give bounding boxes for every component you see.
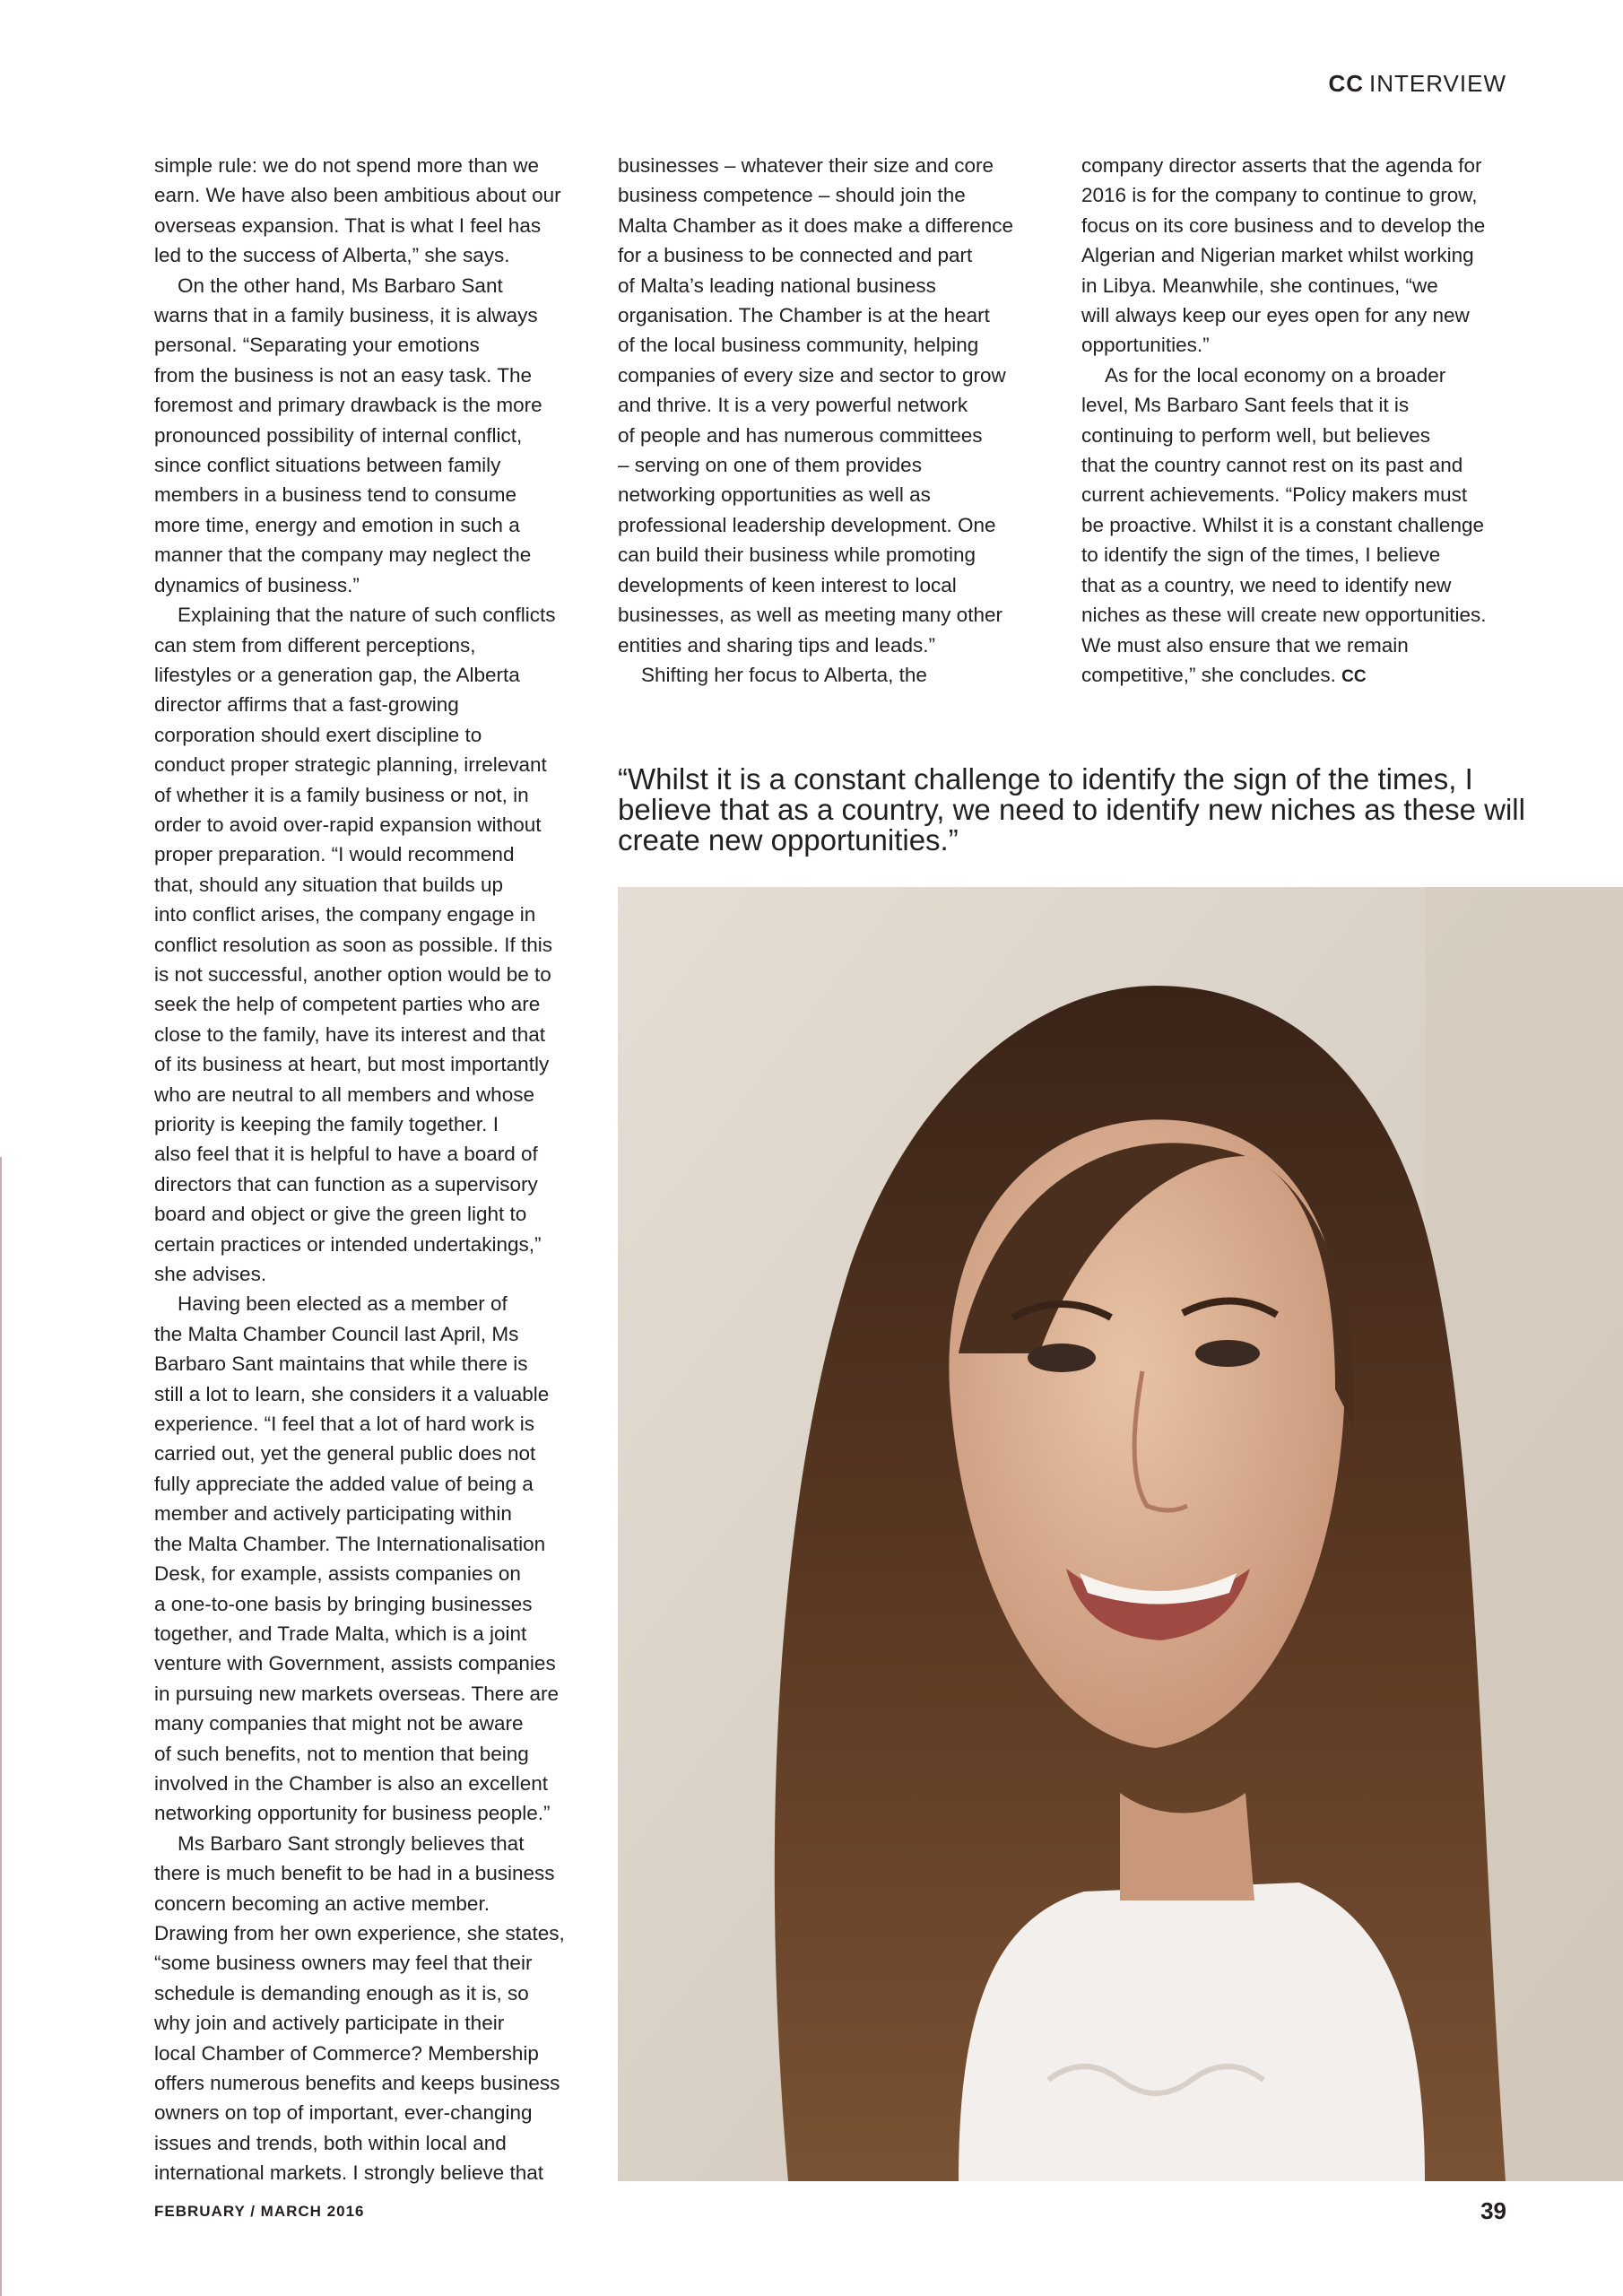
article-line: local Chamber of Commerce? Membership: [154, 2041, 539, 2065]
article-line: from the business is not an easy task. The: [154, 363, 533, 387]
article-line: that the country cannot rest on its past and: [1081, 454, 1463, 477]
article-line: simple rule: we do not spend more than we: [154, 154, 539, 177]
article-line: overseas expansion. That is what I feel has: [154, 213, 542, 237]
article-line: the Malta Chamber. The Internationalisation: [154, 1532, 546, 1555]
article-line: be proactive. Whilst it is a constant challenge: [1081, 513, 1484, 536]
article-line: director affirms that a fast-growing: [154, 693, 459, 717]
article-line: led to the success of Alberta,” she says.: [154, 244, 510, 267]
article-line: more time, energy and emotion in such a: [154, 513, 520, 536]
article-line: the Malta Chamber Council last April, Ms: [154, 1322, 519, 1345]
article-line: Barbaro Sant maintains that while there is: [154, 1352, 528, 1376]
article-line: schedule is demanding enough as it is, so: [154, 1981, 529, 2005]
article-line: developments of keen interest to local: [618, 573, 957, 596]
article-line: professional leadership development. One: [618, 513, 996, 536]
article-line: international markets. I strongly believe that: [154, 2161, 543, 2185]
article-line: businesses – whatever their size and core: [618, 154, 994, 177]
article-line: since conflict situations between family: [154, 454, 501, 477]
article-line: in Libya. Meanwhile, she continues, “we: [1081, 274, 1438, 297]
article-line: involved in the Chamber is also an excellent: [154, 1771, 548, 1795]
article-line: Explaining that the nature of such conflicts: [178, 604, 556, 627]
article-line: Malta Chamber as it does make a difference: [618, 213, 1014, 237]
article-line: priority is keeping the family together. I: [154, 1113, 499, 1135]
article-line: Desk, for example, assists companies on: [154, 1562, 521, 1586]
page-edge-line: [0, 1157, 2, 2296]
article-line: of whether it is a family business or not, in: [154, 783, 529, 806]
article-column-1: [154, 151, 603, 2205]
portrait-photo: [618, 887, 1623, 2181]
article-line: focus on its core business and to develop the: [1081, 213, 1486, 237]
article-line: experience. “I feel that a lot of hard work is: [154, 1413, 534, 1436]
article-line: On the other hand, Ms Barbaro Sant: [178, 274, 503, 297]
article-line: corporation should exert discipline to: [154, 723, 482, 746]
article-line: that as a country, we need to identify new: [1081, 573, 1452, 596]
article-line: concern becoming an active member.: [154, 1892, 490, 1915]
article-line: warns that in a family business, it is always: [154, 304, 538, 327]
article-line: can stem from different perceptions,: [154, 633, 476, 657]
article-line: Shifting her focus to Alberta, the: [641, 663, 927, 686]
article-line: members in a business tend to consume: [154, 483, 516, 507]
article-line: together, and Trade Malta, which is a joint: [154, 1622, 527, 1645]
article-line: of Malta’s leading national business: [618, 274, 936, 297]
article-line: Having been elected as a member of: [178, 1292, 508, 1316]
article-line: proper preparation. “I would recommend: [154, 843, 515, 866]
article-line: 2016 is for the company to continue to grow,: [1081, 184, 1478, 207]
article-line: who are neutral to all members and whose: [154, 1083, 534, 1106]
article-line: lifestyles or a generation gap, the Alberta: [154, 663, 520, 686]
article-line: of its business at heart, but most importantly: [154, 1053, 550, 1076]
article-line: networking opportunities as well as: [618, 483, 931, 507]
article-line: close to the family, have its interest and that: [154, 1022, 546, 1046]
article-line: many companies that might not be aware: [154, 1712, 524, 1735]
article-line: carried out, yet the general public does not: [154, 1442, 536, 1465]
article-line: still a lot to learn, she considers it a valuable: [154, 1382, 550, 1405]
article-line: can build their business while promoting: [618, 544, 976, 567]
article-line: there is much benefit to be had in a business: [154, 1862, 555, 1885]
article-line: dynamics of business.”: [154, 573, 360, 596]
article-line: Algerian and Nigerian market whilst working: [1081, 244, 1474, 267]
article-line: manner that the company may neglect the: [154, 544, 532, 567]
article-line: venture with Government, assists companies: [154, 1652, 556, 1675]
article-line: conflict resolution as soon as possible. If this: [154, 933, 552, 956]
article-line: board and object or give the green light to: [154, 1203, 527, 1226]
page-number: 39: [1480, 2197, 1506, 2224]
article-line: into conflict arises, the company engage in: [154, 903, 536, 926]
article-line: businesses, as well as meeting many other: [618, 604, 1002, 627]
article-line: and thrive. It is a very powerful network: [618, 394, 968, 417]
article-line: companies of every size and sector to grow: [618, 363, 1006, 387]
article-line-final: [1081, 660, 1512, 691]
article-line: a one-to-one basis by bringing businesses: [154, 1592, 533, 1615]
article-line: opportunities.”: [1081, 334, 1210, 357]
article-line: of the local business community, helping: [618, 334, 979, 357]
article-line: member and actively participating within: [154, 1502, 512, 1526]
article-line: owners on top of important, ever-changing: [154, 2101, 533, 2125]
article-line: she advises.: [154, 1263, 267, 1286]
article-line: for a business to be connected and part: [618, 244, 973, 267]
article-line: – serving on one of them provides: [618, 454, 922, 477]
article-line: pronounced possibility of internal conflict,: [154, 423, 523, 447]
portrait-illustration: [618, 887, 1623, 2181]
article-line: order to avoid over-rapid expansion without: [154, 813, 542, 836]
article-line: networking opportunity for business people.”: [154, 1802, 551, 1825]
article-line: Drawing from her own experience, she states,: [154, 1921, 565, 1944]
section-brand: CC: [1328, 70, 1365, 97]
closing-text: competitive,” she concludes.: [1081, 663, 1336, 686]
article-column-3: [1081, 151, 1512, 707]
article-line: current achievements. “Policy makers must: [1081, 483, 1468, 507]
article-line: seek the help of competent parties who are: [154, 993, 541, 1016]
article-line: We must also ensure that we remain: [1081, 633, 1409, 657]
sign-off-mark: CC: [1341, 666, 1367, 686]
section-label: [1328, 70, 1506, 98]
article-line: of people and has numerous committees: [618, 423, 983, 447]
article-line: issues and trends, both within local and: [154, 2131, 507, 2154]
article-line: business competence – should join the: [618, 184, 966, 207]
article-line: “some business owners may feel that their: [154, 1952, 533, 1975]
article-line: foremost and primary drawback is the more: [154, 394, 542, 417]
article-line: in pursuing new markets overseas. There are: [154, 1682, 560, 1705]
article-line: level, Ms Barbaro Sant feels that it is: [1081, 394, 1410, 417]
article-line: directors that can function as a supervisory: [154, 1172, 538, 1196]
issue-date: FEBRUARY / MARCH 2016: [154, 2203, 365, 2220]
article-line: entities and sharing tips and leads.”: [618, 633, 935, 657]
article-line: continuing to perform well, but believes: [1081, 423, 1430, 447]
pull-quote: [618, 762, 1525, 857]
article-line: fully appreciate the added value of being a: [154, 1472, 534, 1495]
article-line: is not successful, another option would be to: [154, 962, 551, 986]
article-line: will always keep our eyes open for any new: [1081, 304, 1470, 327]
article-line: certain practices or intended undertakings,”: [154, 1232, 542, 1256]
article-line: As for the local economy on a broader: [1105, 363, 1446, 387]
pull-quote-line: believe that as a country, we need to identify new niches as these will: [618, 793, 1525, 826]
article-line: conduct proper strategic planning, irrelevant: [154, 753, 547, 777]
article-line: earn. We have also been ambitious about our: [154, 184, 561, 207]
article-line: company director asserts that the agenda for: [1081, 154, 1482, 177]
article-line: personal. “Separating your emotions: [154, 334, 480, 357]
pull-quote-line: create new opportunities.”: [618, 823, 959, 857]
article-column-2: [618, 151, 1048, 707]
article-line: organisation. The Chamber is at the heart: [618, 304, 990, 327]
article-line: Ms Barbaro Sant strongly believes that: [178, 1831, 525, 1855]
column-3-lines: [1081, 151, 1512, 660]
section-name: INTERVIEW: [1369, 70, 1506, 97]
article-line: that, should any situation that builds up: [154, 873, 504, 896]
pull-quote-line: “Whilst it is a constant challenge to identify the sign of the times, I: [618, 762, 1473, 796]
article-line: also feel that it is helpful to have a board of: [154, 1143, 538, 1166]
article-line: why join and actively participate in their: [154, 2012, 505, 2035]
article-line: offers numerous benefits and keeps business: [154, 2072, 560, 2094]
article-line: to identify the sign of the times, I believe: [1081, 544, 1441, 567]
article-line: of such benefits, not to mention that being: [154, 1742, 529, 1765]
article-line: niches as these will create new opportunities.: [1081, 604, 1487, 627]
